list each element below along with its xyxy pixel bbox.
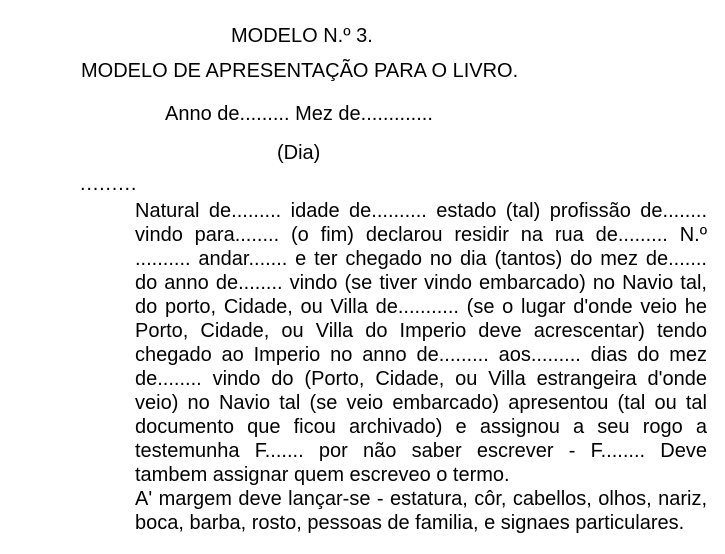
body-line: do anno de........ vindo (se tiver vindo embarcado) no Navio tal, bbox=[135, 272, 707, 294]
body-line: vindo para........ (o fim) declarou residir na rua de......... N.º bbox=[135, 224, 707, 246]
year-month-fill-line: Anno de......... Mez de............. bbox=[165, 103, 433, 125]
leading-dots-line: ......... bbox=[80, 173, 138, 195]
model-title-heading: MODELO DE APRESENTAÇÃO PARA O LIVRO. bbox=[81, 60, 519, 82]
model-number-heading: MODELO N.º 3. bbox=[231, 25, 373, 47]
body-line: Porto, Cidade, ou Villa do Imperio deve acrescentar) tendo bbox=[135, 320, 707, 342]
body-line: .......... andar....... e ter chegado no dia (tantos) do mez de....... bbox=[135, 248, 707, 270]
body-line: de........ vindo do (Porto, Cidade, ou Villa estrangeira d'onde bbox=[135, 368, 707, 390]
body-line: boca, barba, rosto, pessoas de familia, e signaes particulares. bbox=[135, 512, 685, 534]
body-line: testemunha F....... por não saber escrever - F........ Deve bbox=[135, 440, 707, 462]
body-line: do porto, Cidade, ou Villa de........... (se o lugar d'onde veio he bbox=[135, 296, 707, 318]
body-paragraph bbox=[135, 199, 707, 535]
body-line: Natural de......... idade de.......... estado (tal) profissão de........ bbox=[135, 200, 707, 222]
body-line: veio) no Navio tal (se veio embarcado) apresentou (tal ou tal bbox=[135, 392, 707, 414]
body-line: tambem assignar quem escreveo o termo. bbox=[135, 464, 510, 486]
body-line: documento que ficou archivado) e assignou a seu rogo a bbox=[135, 416, 707, 438]
day-label: (Dia) bbox=[277, 142, 321, 164]
body-line: chegado ao Imperio no anno de......... aos......... dias do mez bbox=[135, 344, 707, 366]
body-line: A' margem deve lançar-se - estatura, côr, cabellos, olhos, nariz, bbox=[135, 488, 707, 510]
